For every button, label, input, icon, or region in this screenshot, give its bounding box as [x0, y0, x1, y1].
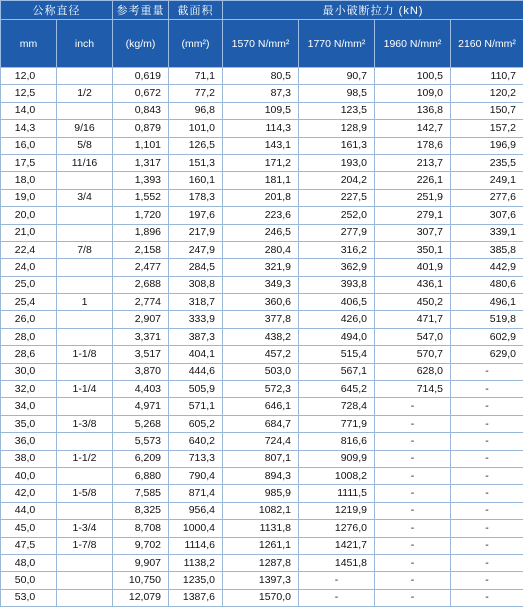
area-cell: 71,1	[169, 68, 223, 85]
force-2160-cell: -	[451, 537, 523, 554]
force-1960-cell: 401,9	[375, 259, 451, 276]
diameter-inch-cell	[57, 467, 113, 484]
force-1770-cell: 515,4	[299, 346, 375, 363]
area-cell: 247,9	[169, 241, 223, 258]
force-2160-cell: 480,6	[451, 276, 523, 293]
unit-kgm-header: (kg/m)	[113, 20, 169, 68]
area-cell: 505,9	[169, 381, 223, 398]
area-cell: 713,3	[169, 450, 223, 467]
force-2160-cell: -	[451, 363, 523, 380]
unit-mm2-header: (mm²)	[169, 20, 223, 68]
diameter-mm-cell: 14,0	[1, 102, 57, 119]
weight-cell: 2,477	[113, 259, 169, 276]
force-1770-cell: 1008,2	[299, 467, 375, 484]
area-cell: 284,5	[169, 259, 223, 276]
weight-cell: 12,079	[113, 589, 169, 606]
force-1570-cell: 280,4	[223, 241, 299, 258]
weight-cell: 3,870	[113, 363, 169, 380]
force-1770-cell: 98,5	[299, 85, 375, 102]
weight-cell: 2,688	[113, 276, 169, 293]
table-row	[1, 189, 523, 206]
diameter-inch-cell	[57, 433, 113, 450]
area-cell: 1114,6	[169, 537, 223, 554]
table-row	[1, 520, 523, 537]
diameter-inch-cell: 1	[57, 294, 113, 311]
diameter-inch-cell	[57, 502, 113, 519]
diameter-inch-cell	[57, 589, 113, 606]
diameter-inch-cell: 1-5/8	[57, 485, 113, 502]
section-area-header: 截面积	[169, 1, 223, 20]
force-1770-cell: 1219,9	[299, 502, 375, 519]
force-2160-cell: -	[451, 554, 523, 571]
force-2160-cell: 339,1	[451, 224, 523, 241]
area-cell: 96,8	[169, 102, 223, 119]
force-1570-cell: 684,7	[223, 415, 299, 432]
force-1960-cell: -	[375, 467, 451, 484]
table-row	[1, 224, 523, 241]
force-1570-cell: 80,5	[223, 68, 299, 85]
area-cell: 217,9	[169, 224, 223, 241]
force-2160-cell: -	[451, 415, 523, 432]
weight-cell: 1,896	[113, 224, 169, 241]
table-row	[1, 346, 523, 363]
area-cell: 101,0	[169, 120, 223, 137]
diameter-mm-cell: 28,6	[1, 346, 57, 363]
force-1570-cell: 377,8	[223, 311, 299, 328]
weight-cell: 8,325	[113, 502, 169, 519]
weight-cell: 0,843	[113, 102, 169, 119]
force-1570-cell: 503,0	[223, 363, 299, 380]
weight-cell: 9,907	[113, 554, 169, 571]
force-1960-cell: 100,5	[375, 68, 451, 85]
force-1570-cell: 438,2	[223, 328, 299, 345]
force-2160-cell: -	[451, 572, 523, 589]
diameter-inch-cell: 1/2	[57, 85, 113, 102]
weight-cell: 8,708	[113, 520, 169, 537]
diameter-mm-cell: 24,0	[1, 259, 57, 276]
force-1960-cell: 142,7	[375, 120, 451, 137]
table-row	[1, 294, 523, 311]
diameter-inch-cell: 1-1/4	[57, 381, 113, 398]
table-row	[1, 433, 523, 450]
force-2160-cell: 277,6	[451, 189, 523, 206]
area-cell: 1000,4	[169, 520, 223, 537]
force-1570-cell: 223,6	[223, 207, 299, 224]
force-2160-cell: 496,1	[451, 294, 523, 311]
diameter-mm-cell: 36,0	[1, 433, 57, 450]
force-1770-cell: 771,9	[299, 415, 375, 432]
diameter-mm-cell: 17,5	[1, 154, 57, 171]
force-1570-cell: 349,3	[223, 276, 299, 293]
force-1770-cell: 204,2	[299, 172, 375, 189]
diameter-inch-cell: 11/16	[57, 154, 113, 171]
force-2160-cell: 249,1	[451, 172, 523, 189]
area-cell: 77,2	[169, 85, 223, 102]
table-row	[1, 589, 523, 606]
diameter-mm-cell: 18,0	[1, 172, 57, 189]
grade-header-1770: 1770 N/mm²	[299, 20, 375, 68]
force-1960-cell: 436,1	[375, 276, 451, 293]
force-2160-cell: 307,6	[451, 207, 523, 224]
diameter-mm-cell: 53,0	[1, 589, 57, 606]
force-1960-cell: -	[375, 572, 451, 589]
force-1570-cell: 181,1	[223, 172, 299, 189]
diameter-mm-cell: 35,0	[1, 415, 57, 432]
diameter-mm-cell: 38,0	[1, 450, 57, 467]
weight-cell: 0,879	[113, 120, 169, 137]
force-1570-cell: 171,2	[223, 154, 299, 171]
force-1960-cell: 350,1	[375, 241, 451, 258]
area-cell: 151,3	[169, 154, 223, 171]
diameter-inch-cell	[57, 398, 113, 415]
area-cell: 160,1	[169, 172, 223, 189]
force-2160-cell: 150,7	[451, 102, 523, 119]
table-row	[1, 102, 523, 119]
diameter-inch-cell: 1-1/8	[57, 346, 113, 363]
force-2160-cell: -	[451, 589, 523, 606]
force-1770-cell: 128,9	[299, 120, 375, 137]
diameter-inch-cell	[57, 363, 113, 380]
force-1570-cell: 1570,0	[223, 589, 299, 606]
force-1570-cell: 724,4	[223, 433, 299, 450]
force-2160-cell: 120,2	[451, 85, 523, 102]
force-1960-cell: -	[375, 433, 451, 450]
table-header	[1, 1, 523, 68]
diameter-mm-cell: 12,5	[1, 85, 57, 102]
table-row	[1, 85, 523, 102]
force-1770-cell: 393,8	[299, 276, 375, 293]
weight-cell: 2,158	[113, 241, 169, 258]
force-2160-cell: 235,5	[451, 154, 523, 171]
force-1570-cell: 246,5	[223, 224, 299, 241]
diameter-mm-cell: 19,0	[1, 189, 57, 206]
nominal-diameter-header: 公称直径	[1, 1, 113, 20]
area-cell: 197,6	[169, 207, 223, 224]
force-1570-cell: 1131,8	[223, 520, 299, 537]
area-cell: 387,3	[169, 328, 223, 345]
force-2160-cell: 629,0	[451, 346, 523, 363]
force-1570-cell: 321,9	[223, 259, 299, 276]
force-1960-cell: -	[375, 450, 451, 467]
diameter-inch-cell	[57, 207, 113, 224]
weight-cell: 9,702	[113, 537, 169, 554]
diameter-inch-cell: 1-1/2	[57, 450, 113, 467]
table-row	[1, 241, 523, 258]
force-1770-cell: 426,0	[299, 311, 375, 328]
diameter-mm-cell: 25,0	[1, 276, 57, 293]
area-cell: 444,6	[169, 363, 223, 380]
weight-cell: 6,209	[113, 450, 169, 467]
table-row	[1, 154, 523, 171]
weight-cell: 0,619	[113, 68, 169, 85]
force-1770-cell: 161,3	[299, 137, 375, 154]
table-row	[1, 311, 523, 328]
area-cell: 404,1	[169, 346, 223, 363]
table-row	[1, 363, 523, 380]
force-1770-cell: 1421,7	[299, 537, 375, 554]
weight-cell: 4,971	[113, 398, 169, 415]
force-2160-cell: 519,8	[451, 311, 523, 328]
diameter-inch-cell	[57, 311, 113, 328]
unit-mm-header: mm	[1, 20, 57, 68]
force-1960-cell: 136,8	[375, 102, 451, 119]
force-1570-cell: 1397,3	[223, 572, 299, 589]
diameter-mm-cell: 28,0	[1, 328, 57, 345]
table-row	[1, 502, 523, 519]
area-cell: 308,8	[169, 276, 223, 293]
diameter-inch-cell: 7/8	[57, 241, 113, 258]
table-row	[1, 172, 523, 189]
force-1570-cell: 87,3	[223, 85, 299, 102]
area-cell: 640,2	[169, 433, 223, 450]
diameter-mm-cell: 21,0	[1, 224, 57, 241]
force-1570-cell: 985,9	[223, 485, 299, 502]
diameter-mm-cell: 16,0	[1, 137, 57, 154]
diameter-mm-cell: 30,0	[1, 363, 57, 380]
force-1960-cell: 178,6	[375, 137, 451, 154]
force-2160-cell: -	[451, 433, 523, 450]
diameter-mm-cell: 42,0	[1, 485, 57, 502]
force-2160-cell: -	[451, 450, 523, 467]
area-cell: 178,3	[169, 189, 223, 206]
force-1570-cell: 114,3	[223, 120, 299, 137]
diameter-mm-cell: 25,4	[1, 294, 57, 311]
force-1960-cell: 226,1	[375, 172, 451, 189]
table-row	[1, 554, 523, 571]
force-1770-cell: 227,5	[299, 189, 375, 206]
diameter-mm-cell: 44,0	[1, 502, 57, 519]
area-cell: 1138,2	[169, 554, 223, 571]
force-1770-cell: 567,1	[299, 363, 375, 380]
force-1570-cell: 1261,1	[223, 537, 299, 554]
diameter-inch-cell	[57, 554, 113, 571]
weight-cell: 2,907	[113, 311, 169, 328]
force-2160-cell: -	[451, 485, 523, 502]
area-cell: 333,9	[169, 311, 223, 328]
diameter-mm-cell: 26,0	[1, 311, 57, 328]
table-row	[1, 450, 523, 467]
weight-cell: 7,585	[113, 485, 169, 502]
force-2160-cell: 385,8	[451, 241, 523, 258]
diameter-mm-cell: 12,0	[1, 68, 57, 85]
force-1960-cell: -	[375, 398, 451, 415]
table-row	[1, 467, 523, 484]
diameter-inch-cell	[57, 328, 113, 345]
diameter-mm-cell: 48,0	[1, 554, 57, 571]
table-row	[1, 485, 523, 502]
area-cell: 318,7	[169, 294, 223, 311]
ref-weight-header: 参考重量	[113, 1, 169, 20]
force-1570-cell: 360,6	[223, 294, 299, 311]
force-1960-cell: -	[375, 415, 451, 432]
area-cell: 871,4	[169, 485, 223, 502]
area-cell: 1235,0	[169, 572, 223, 589]
diameter-inch-cell	[57, 172, 113, 189]
area-cell: 126,5	[169, 137, 223, 154]
area-cell: 956,4	[169, 502, 223, 519]
grade-header-1960: 1960 N/mm²	[375, 20, 451, 68]
force-2160-cell: 157,2	[451, 120, 523, 137]
force-1570-cell: 894,3	[223, 467, 299, 484]
grade-header-2160: 2160 N/mm²	[451, 20, 523, 68]
weight-cell: 1,101	[113, 137, 169, 154]
force-1960-cell: 450,2	[375, 294, 451, 311]
table-row	[1, 276, 523, 293]
force-1770-cell: 277,9	[299, 224, 375, 241]
force-1960-cell: -	[375, 520, 451, 537]
force-1960-cell: 109,0	[375, 85, 451, 102]
force-2160-cell: 442,9	[451, 259, 523, 276]
table-row	[1, 259, 523, 276]
diameter-mm-cell: 20,0	[1, 207, 57, 224]
force-1570-cell: 1287,8	[223, 554, 299, 571]
table-body	[1, 68, 523, 607]
area-cell: 571,1	[169, 398, 223, 415]
force-1770-cell: 1276,0	[299, 520, 375, 537]
force-1960-cell: -	[375, 554, 451, 571]
table-row	[1, 120, 523, 137]
area-cell: 1387,6	[169, 589, 223, 606]
weight-cell: 3,517	[113, 346, 169, 363]
force-1770-cell: 193,0	[299, 154, 375, 171]
weight-cell: 1,552	[113, 189, 169, 206]
diameter-mm-cell: 40,0	[1, 467, 57, 484]
weight-cell: 3,371	[113, 328, 169, 345]
diameter-inch-cell: 1-7/8	[57, 537, 113, 554]
force-1770-cell: 406,5	[299, 294, 375, 311]
force-2160-cell: -	[451, 467, 523, 484]
force-1960-cell: -	[375, 589, 451, 606]
diameter-inch-cell: 1-3/4	[57, 520, 113, 537]
force-2160-cell: -	[451, 520, 523, 537]
force-1770-cell: 494,0	[299, 328, 375, 345]
force-1770-cell: 252,0	[299, 207, 375, 224]
force-1770-cell: 645,2	[299, 381, 375, 398]
force-1770-cell: 123,5	[299, 102, 375, 119]
force-1770-cell: 909,9	[299, 450, 375, 467]
diameter-mm-cell: 34,0	[1, 398, 57, 415]
force-1570-cell: 572,3	[223, 381, 299, 398]
force-1570-cell: 457,2	[223, 346, 299, 363]
unit-inch-header: inch	[57, 20, 113, 68]
force-1570-cell: 109,5	[223, 102, 299, 119]
force-1960-cell: 279,1	[375, 207, 451, 224]
force-1570-cell: 143,1	[223, 137, 299, 154]
table-row	[1, 537, 523, 554]
force-1960-cell: 213,7	[375, 154, 451, 171]
force-1770-cell: -	[299, 589, 375, 606]
force-2160-cell: -	[451, 381, 523, 398]
table-row	[1, 68, 523, 85]
diameter-inch-cell: 9/16	[57, 120, 113, 137]
force-1570-cell: 201,8	[223, 189, 299, 206]
weight-cell: 10,750	[113, 572, 169, 589]
diameter-mm-cell: 22,4	[1, 241, 57, 258]
diameter-inch-cell	[57, 572, 113, 589]
force-1770-cell: 1451,8	[299, 554, 375, 571]
force-1960-cell: 628,0	[375, 363, 451, 380]
diameter-mm-cell: 47,5	[1, 537, 57, 554]
force-1770-cell: 316,2	[299, 241, 375, 258]
force-1960-cell: 570,7	[375, 346, 451, 363]
force-2160-cell: -	[451, 398, 523, 415]
force-2160-cell: 110,7	[451, 68, 523, 85]
force-1960-cell: 714,5	[375, 381, 451, 398]
force-1570-cell: 1082,1	[223, 502, 299, 519]
force-1570-cell: 807,1	[223, 450, 299, 467]
table-row	[1, 398, 523, 415]
force-1770-cell: 90,7	[299, 68, 375, 85]
force-1570-cell: 646,1	[223, 398, 299, 415]
force-2160-cell: 196,9	[451, 137, 523, 154]
weight-cell: 1,393	[113, 172, 169, 189]
force-1960-cell: -	[375, 485, 451, 502]
weight-cell: 4,403	[113, 381, 169, 398]
diameter-mm-cell: 32,0	[1, 381, 57, 398]
diameter-mm-cell: 14,3	[1, 120, 57, 137]
area-cell: 790,4	[169, 467, 223, 484]
force-1960-cell: 251,9	[375, 189, 451, 206]
diameter-inch-cell	[57, 68, 113, 85]
force-1770-cell: 1111,5	[299, 485, 375, 502]
weight-cell: 1,317	[113, 154, 169, 171]
diameter-inch-cell: 1-3/8	[57, 415, 113, 432]
diameter-inch-cell	[57, 102, 113, 119]
area-cell: 605,2	[169, 415, 223, 432]
force-1960-cell: -	[375, 537, 451, 554]
diameter-mm-cell: 45,0	[1, 520, 57, 537]
force-1960-cell: -	[375, 502, 451, 519]
table-row	[1, 572, 523, 589]
force-1770-cell: 816,6	[299, 433, 375, 450]
table-row	[1, 415, 523, 432]
force-1960-cell: 471,7	[375, 311, 451, 328]
weight-cell: 6,880	[113, 467, 169, 484]
weight-cell: 5,573	[113, 433, 169, 450]
diameter-inch-cell	[57, 276, 113, 293]
force-1770-cell: -	[299, 572, 375, 589]
table-row	[1, 328, 523, 345]
force-2160-cell: 602,9	[451, 328, 523, 345]
weight-cell: 0,672	[113, 85, 169, 102]
min-breaking-force-header: 最小破断拉力 (kN)	[223, 1, 523, 20]
weight-cell: 2,774	[113, 294, 169, 311]
force-1960-cell: 307,7	[375, 224, 451, 241]
diameter-inch-cell: 3/4	[57, 189, 113, 206]
table-row	[1, 137, 523, 154]
table-row	[1, 207, 523, 224]
diameter-inch-cell	[57, 259, 113, 276]
force-1770-cell: 362,9	[299, 259, 375, 276]
force-1960-cell: 547,0	[375, 328, 451, 345]
diameter-inch-cell: 5/8	[57, 137, 113, 154]
weight-cell: 5,268	[113, 415, 169, 432]
weight-cell: 1,720	[113, 207, 169, 224]
grade-header-1570: 1570 N/mm²	[223, 20, 299, 68]
diameter-inch-cell	[57, 224, 113, 241]
force-1770-cell: 728,4	[299, 398, 375, 415]
force-2160-cell: -	[451, 502, 523, 519]
table-row	[1, 381, 523, 398]
diameter-mm-cell: 50,0	[1, 572, 57, 589]
